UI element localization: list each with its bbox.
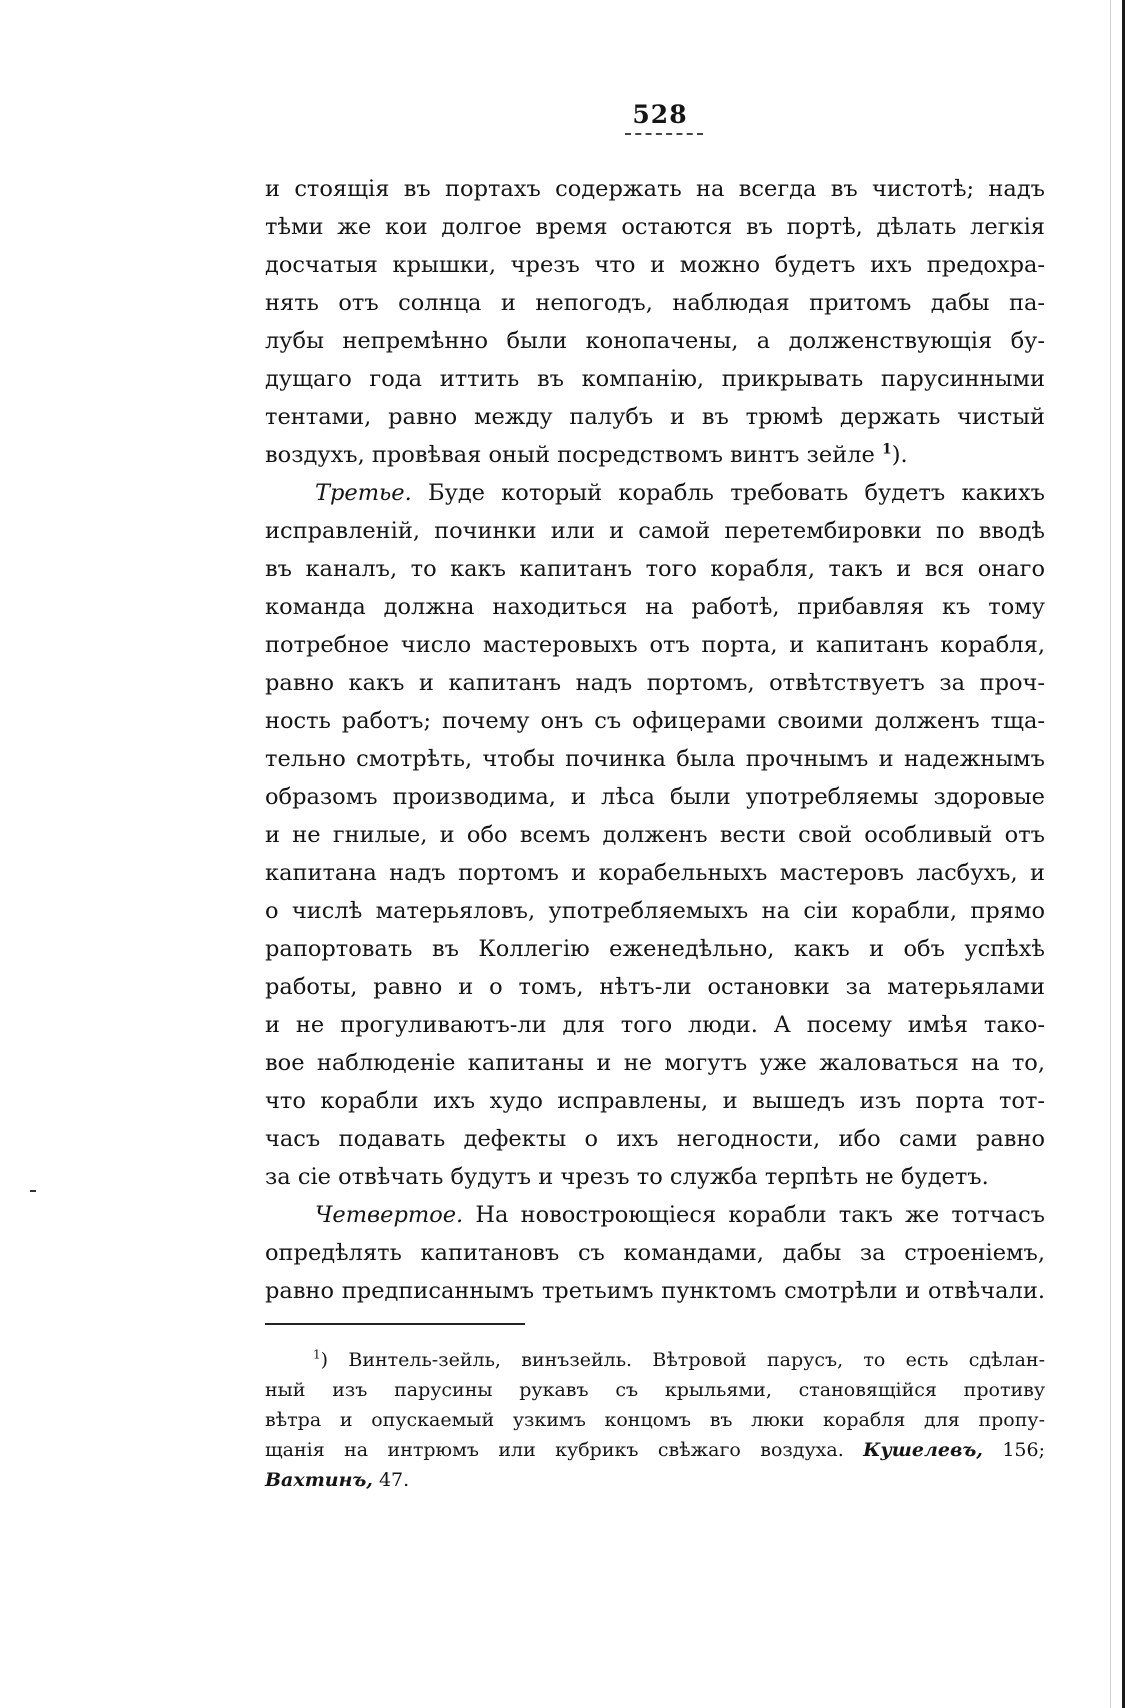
text-line: часъ подавать дефекты о ихъ негодности, ибо сами равно <box>265 1126 1045 1152</box>
footnote-citation-page: 156; <box>1002 1439 1045 1461</box>
paragraph-start <box>265 1196 1045 1234</box>
footnote-line <box>265 1465 1045 1495</box>
footnote-rule <box>265 1323 525 1325</box>
text-line: опредѣлять капитановъ съ командами, дабы за строеніемъ, <box>265 1240 1045 1266</box>
text-line: за сіе отвѣчать будутъ и чрезъ то служба терпѣть не будетъ. <box>265 1164 989 1190</box>
text-line: ность работъ; почему онъ съ офицерами своими долженъ тща- <box>265 708 1045 734</box>
text-line: что корабли ихъ худо исправлены, и вышедъ изъ порта тот- <box>265 1088 1045 1114</box>
text-line-body: воздухъ, провѣвая оный посредствомъ винтъ зейле <box>265 442 875 468</box>
text-line: дущаго года иттить въ компанію, прикрывать парусинными <box>265 366 1045 392</box>
scan-edge-shadow <box>1110 0 1111 1708</box>
paragraph-label: Третье. <box>315 480 412 506</box>
text-line: нять отъ солнца и непогодъ, наблюдая притомъ дабы па- <box>265 290 1045 316</box>
footnote-line <box>265 1435 1045 1465</box>
footnote-line: ный изъ парусины рукавъ съ крыльями, становящійся противу <box>265 1379 1045 1401</box>
text-line: рапортовать въ Коллегію еженедѣльно, какъ и объ успѣхѣ <box>265 936 1045 962</box>
text-line: и не гнилые, и обо всемъ долженъ вести свой особливый отъ <box>265 822 1045 848</box>
text-line-tail: ). <box>891 442 908 468</box>
footnote-text: ) Винтель-зейль, винъзейль. Вѣтровой парусъ, то есть сдѣлан- <box>320 1349 1045 1371</box>
paragraph-label: Четвертое. <box>315 1202 464 1228</box>
page-number: 528 <box>632 100 688 129</box>
text-line: и не прогуливаютъ-ли для того люди. А посему имѣя тако- <box>265 1012 1045 1038</box>
text-line: равно какъ и капитанъ надъ портомъ, отвѣтствуетъ за проч- <box>265 670 1045 696</box>
footnote-citation: Вахтинъ, <box>265 1469 373 1491</box>
margin-mark <box>30 1190 36 1192</box>
page-number-rule <box>625 133 703 135</box>
text-line: команда должна находиться на работѣ, прибавляя къ тому <box>265 594 1045 620</box>
text-line: тельно смотрѣть, чтобы починка была прочнымъ и надежнымъ <box>265 746 1045 772</box>
footnote-marker: 1 <box>313 1347 321 1362</box>
text-line: досчатыя крышки, чрезъ что и можно будетъ ихъ предохра- <box>265 252 1045 278</box>
text-line: тентами, равно между палубъ и въ трюмѣ держать чистый <box>265 404 1045 430</box>
main-text <box>265 170 1045 1310</box>
footnote-citation: Кушелевъ, <box>863 1439 983 1461</box>
text-line: потребное число мастеровыхъ отъ порта, и капитанъ корабля, <box>265 632 1045 658</box>
paragraph-first-line: Буде который корабль требовать будетъ какихъ <box>428 480 1046 506</box>
text-line: исправленій, починки или и самой перетембировки по вводѣ <box>265 518 1045 544</box>
text-line: въ каналъ, то какъ капитанъ того корабля, такъ и вся онаго <box>265 556 1045 582</box>
paragraph-first-line: На новостроющіеся корабли такъ же тотчасъ <box>475 1202 1045 1228</box>
footnote <box>265 1345 1045 1495</box>
footnote-citation-page: 47. <box>378 1469 410 1491</box>
paragraph-start <box>265 474 1045 512</box>
footnote-text: щанія на интрюмъ или кубрикъ свѣжаго воздуха. <box>265 1439 844 1461</box>
text-line: о числѣ матерьяловъ, употребляемыхъ на сіи корабли, прямо <box>265 898 1045 924</box>
text-line: лубы непремѣнно были конопачены, а долженствующія бу- <box>265 328 1045 354</box>
text-line: равно предписаннымъ третьимъ пунктомъ смотрѣли и отвѣчали. <box>265 1278 1045 1304</box>
text-line: работы, равно и о томъ, нѣтъ-ли остановки за матерьялами <box>265 974 1045 1000</box>
scan-edge <box>1122 0 1125 1708</box>
text-line: капитана надъ портомъ и корабельныхъ мастеровъ ласбухъ, и <box>265 860 1045 886</box>
text-line: и стоящія въ портахъ содержать на всегда въ чистотѣ; надъ <box>265 176 1045 202</box>
text-line: вое наблюденіе капитаны и не могутъ уже жаловаться на то, <box>265 1050 1045 1076</box>
footnote-ref[interactable]: 1 <box>881 441 892 458</box>
text-line: образомъ производима, и лѣса были употребляемы здоровые <box>265 784 1045 810</box>
footnote-line: вѣтра и опускаемый узкимъ концомъ въ люки корабля для пропу- <box>265 1409 1045 1431</box>
footnote-line <box>265 1345 1045 1375</box>
text-line: тѣми же кои долгое время остаются въ портѣ, дѣлать легкія <box>265 214 1045 240</box>
text-line <box>265 436 1045 474</box>
